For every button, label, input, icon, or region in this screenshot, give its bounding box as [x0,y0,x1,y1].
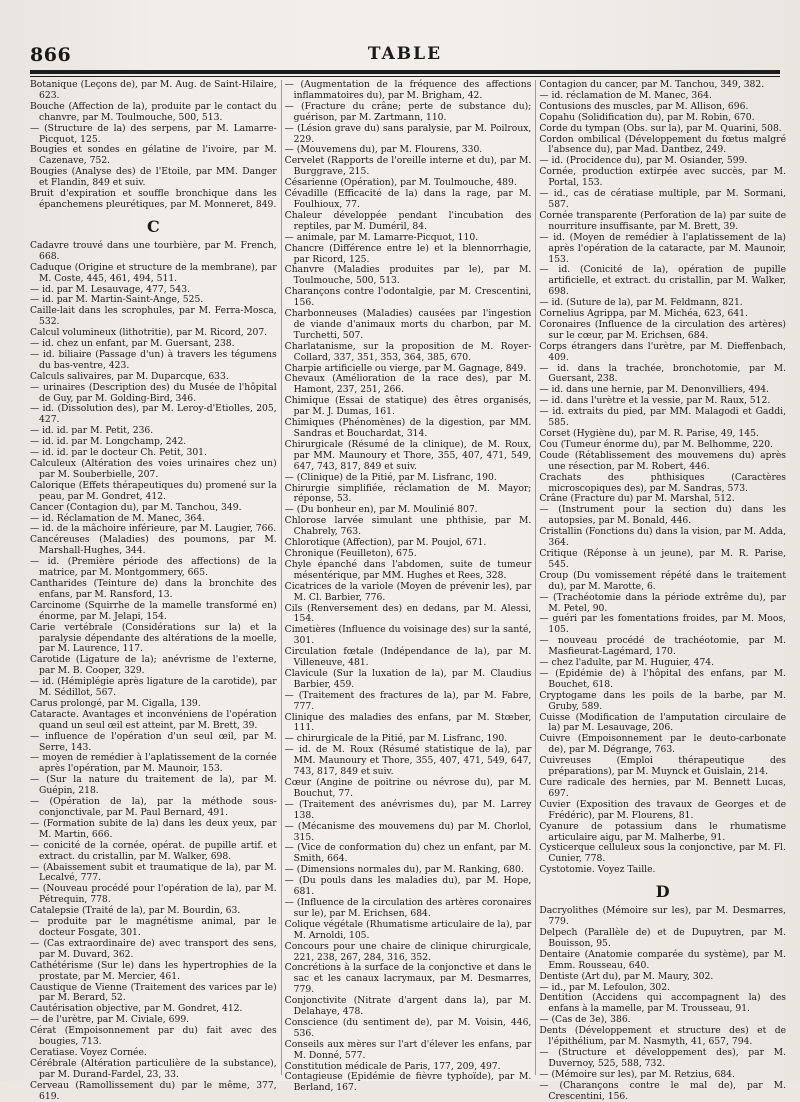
index-entry: Croup (Du vomissement répété dans le traitement du), par M. Marotte, 6. [539,569,787,592]
index-entry: — urinaires (Description des) du Musée de l'hôpital de Guy, par M. Golding-Bird, 346. [30,381,277,404]
index-entry: — chez l'adulte, par M. Huguier, 474. [539,657,715,669]
index-entry: Conseils aux mères sur l'art d'élever les enfans, par M. Donné, 577. [284,1038,532,1061]
index-entry: Calorique (Effets thérapeutiques du) promené sur la peau, par M. Gondret, 412. [30,479,277,502]
index-entry: — id. extraits du pied, par MM. Malagodi et Gaddi, 585. [539,406,787,429]
index-entry: Carcinome (Squirrhe de la mamelle transformé en) énorme, par M. Jelapi, 154. [30,599,277,622]
index-entry: — animale, par M. Lamarre-Picquot, 110. [284,231,479,243]
index-entry: Cautérisation objective, par M. Gondret, 412. [30,1003,243,1015]
index-entry: Cadavre trouvé dans une tourbière, par M. French, 668. [30,239,277,262]
index-entry: — id. dans la trachée, bronchotomie, par M. Guersant, 238. [539,362,787,385]
index-entry: Conjonctivite (Nitrate d'argent dans la), par M. Delahaye, 478. [284,995,532,1018]
index-entry: — id. id. par M. Longchamp, 242. [30,436,187,448]
index-entry: Cyanure de potassium dans le rhumatisme articulaire aigu, par M. Malherbe, 91. [539,820,787,843]
index-entry: Caustique de Vienne (Traitement des varices par le) par M. Berard, 52. [30,981,277,1004]
index-entry: Cimetières (Influence du voisinage des) sur la santé, 301. [284,624,532,647]
index-entry: — (Formation subite de la) dans les deux yeux, par M. Martin, 666. [30,817,277,840]
index-entry: — (Mécanisme des mouvemens du) par M. Chorlol, 315. [284,820,532,843]
index-entry: Ceratiase. Voyez Cornée. [30,1046,147,1058]
index-entry: Chirurgicale (Résumé de la clinique), de M. Roux, par MM. Maunoury et Thore, 355, 407, 471, 549, 647, 743, 817, 849 et suiv. [284,438,532,472]
index-entry: — (Influence de la circulation des artères coronaires sur le), par M. Erichsen, 684. [284,896,532,919]
index-entry: Corps étrangers dans l'urètre, par M. Dieffenbach, 409. [539,340,787,363]
index-entry: Cystotomie. Voyez Taille. [539,864,656,876]
index-column-left [30,79,277,1102]
index-entry: Cataracte. Avantages et inconvéniens de l'opération quand un seul œil est atteint, par M. Brett, 39. [30,708,277,731]
index-entry: — id. (Dissolution des), par M. Leroy-d'Etiolles, 205, 427. [30,403,277,426]
index-entry: Charpie artificielle ou vierge, par M. Gagnage, 849. [284,362,527,374]
index-entry: — id. par M. Martin-Saint-Ange, 525. [30,294,204,306]
index-entry: Cicatrices de la variole (Moyen de prévenir les), par M. Cl. Barbier, 776. [284,580,532,603]
index-entry: — moyen de remédier à l'aplatissement de la cornée après l'opération, par M. Maunoir, 153. [30,752,277,775]
index-entry: Cils (Renversement des) en dedans, par M. Alessi, 154. [284,602,532,625]
index-entry: — id. réclamation de M. Manec, 364. [539,89,712,101]
index-entry: Cérébrale (Altération particulière de la substance), par M. Durand-Fardel, 23, 33. [30,1057,277,1080]
index-entry: Catalepsie (Traité de la), par M. Bourdin, 63. [30,905,241,917]
index-entry: Bruit d'expiration et souffle bronchique dans les épanchemens pleurétiques, par M. Monneret, 849. [30,188,277,210]
index-entry: Cysticerque celluleux sous la conjonctive, par M. Fl. Cunier, 778. [539,842,787,865]
index-entry: Chlorose larvée simulant une phthisie, par M. Chabrely, 763. [284,515,532,538]
index-entry: Caille-lait dans les scrophules, par M. Ferra-Mosca, 532. [30,305,277,328]
index-entry: — (Du pouls dans les maladies du), par M. Hope, 681. [284,875,532,898]
index-entry: — (Instrument pour la section du) dans les autopsies, par M. Bonald, 446. [539,504,787,527]
index-entry: — id. (Première période des affections) de la matrice, par M. Montgommery, 665. [30,556,277,579]
index-entry: — (Cas extraordinaire de) avec transport des sens, par M. Duvard, 362. [30,937,277,960]
index-entry: Dentaire (Anatomie comparée du système), par M. Emm. Rousseau, 640. [539,948,787,971]
index-entry: Calculs salivaires, par M. Duparcque, 633. [30,370,229,382]
index-entry: — (Opération de la), par la méthode sous-conjonctivale, par M. Paul Bernard, 491. [30,796,277,818]
index-entry: — id. (Hémiplégie après ligature de la carotide), par M. Sédillot, 567. [30,676,277,699]
index-entry: Crachats des phthisiques (Caractères microscopiques des), par M. Sandras, 573. [539,471,787,494]
index-entry: Cévadille (Efficacité de la) dans la rage, par M. Foulhioux, 77. [284,188,532,210]
index-entry: — (Traitement des fractures de la), par M. Fabre, 777. [284,689,532,712]
index-entry: Concours pour une chaire de clinique chirurgicale, 221, 238, 267, 284, 316, 352. [284,940,532,963]
index-entry: — chirurgicale de la Pitié, par M. Lisfranc, 190. [284,733,508,745]
index-entry: — id. Réclamation de M. Manec, 364. [30,512,206,524]
index-entry: Cuivreuses (Emploi thérapeutique des préparations), par M. Muynck et Guislain, 214. [539,755,787,778]
index-entry: — id. de M. Roux (Résumé statistique de la), par MM. Maunoury et Thore, 355, 407, 471, 549, 647, 743, 817, 849 et suiv. [284,744,532,778]
index-entry: Coude (Rétablissement des mouvemens du) après une résection, par M. Robert, 446. [539,449,787,472]
index-entry: — (Abaissement subit et traumatique de la), par M. Lecalvé, 777. [30,861,277,884]
index-entry: Cancéreuses (Maladies) des poumons, par M. Marshall-Hughes, 344. [30,534,277,557]
index-entry: — (Trachéotomie dans la période extrême du), par M. Petel, 90. [539,591,787,614]
index-entry: Chanvre (Maladies produites par le), par M. Toulmouche, 500, 513. [284,264,532,287]
index-entry: Cure radicale des hernies, par M. Bennett Lucas, 697. [539,777,787,799]
index-entry: Chyle épanché dans l'abdomen, suite de tumeur mésentérique, par MM. Hughes et Rees, 328. [284,558,532,581]
index-entry: Crâne (Fracture du) par M. Marshal, 512. [539,493,735,505]
index-entry: Coronaires (Influence de la circulation des artères) sur le cœur, par M. Erichsen, 684. [539,318,787,341]
index-entry: Chimique (Essai de statique) des êtres organisés, par M. J. Dumas, 161. [284,395,532,418]
index-entry: — (Nouveau procédé pour l'opération de la), par M. Pétrequin, 778. [30,883,277,906]
index-entry: Cristallin (Fonctions du) dans la vision, par M. Adda, 364. [539,526,787,549]
index-columns [30,79,787,1102]
index-entry: — (Traitement des anévrismes du), par M. Larrey 138. [284,798,532,821]
page-number: 866 [30,44,72,66]
index-entry: Chlorotique (Affection), par M. Poujol, 671. [284,537,487,549]
page-header [30,36,780,72]
index-entry: Chronique (Feuilleton), 675. [284,547,417,559]
index-entry: Cuvier (Exposition des travaux de Georges et de Frédéric), par M. Flourens, 81. [539,798,787,821]
index-entry: — (Lésion grave du) sans paralysie, par M. Poilroux, 229. [284,122,532,145]
index-entry: Cervelet (Rapports de l'oreille interne et du), par M. Burggrave, 215. [284,155,532,178]
index-entry: — id. par M. Lesauvage, 477, 543. [30,283,190,295]
index-entry: Delpech (Parallèle de) et de Dupuytren, par M. Bouisson, 95. [539,926,787,949]
index-entry: Constitution médicale de Paris, 177, 209, 497. [284,1060,501,1072]
index-entry: — (Structure de la) des serpens, par M. Lamarre-Picquot, 125. [30,122,277,145]
index-entry: Carus prolongé, par M. Cigalla, 139. [30,697,201,709]
index-entry: — (Structure et développement des), par M. Duvernoy, 525, 588, 732. [539,1046,787,1069]
index-entry: — (Du bonheur en), par M. Moulinié 807. [284,504,478,516]
index-entry: — id. (Suture de la), par M. Feldmann, 821. [539,297,743,309]
index-entry: Carotide (Ligature de la); anévrisme de l'externe, par M. B. Cooper, 329. [30,654,277,677]
index-entry: Caduque (Origine et structure de la membrane), par M. Coste, 445, 461, 494, 511. [30,261,277,284]
index-entry: — (Epidémie de) à l'hôpital des enfans, par M. Bouchet, 618. [539,667,787,690]
index-entry: — id., cas de cératiase multiple, par M. Sormani, 587. [539,188,787,210]
index-entry: Cathétérisme (Sur le) dans les hypertrophies de la prostate, par M. Mercier, 461. [30,959,277,982]
index-entry: Cornelius Agrippa, par M. Michéa, 623, 641. [539,308,748,320]
index-entry: — conicité de la cornée, opérat. de pupille artif. et extract. du cristallin, par M. Walker, 698. [30,839,277,862]
index-entry: Cœur (Angine de poitrine ou névrose du), par M. Bouchut, 77. [284,777,532,799]
index-entry: Cantharides (Teinture de) dans la bronchite des enfans, par M. Ransford, 13. [30,577,277,600]
section-letter-heading: C [146,216,160,236]
index-entry: Dents (Développement et structure des) et de l'épithélium, par M. Nasmyth, 41, 657, 794. [539,1025,787,1048]
index-entry: Cryptogame dans les poils de la barbe, par M. Gruby, 589. [539,689,787,712]
index-entry: Clinique des maladies des enfans, par M. Stœber, 111. [284,711,532,734]
index-entry: Clavicule (Sur la luxation de la), par M. Claudius Barbier, 459. [284,667,532,690]
index-entry: Chaleur développée pendant l'incubation des reptiles, par M. Duméril, 84. [284,209,532,232]
index-entry: — id. dans l'urètre et la vessie, par M. Raux, 512. [539,395,771,407]
index-entry: Colique végétale (Rhumatisme articulaire de la), par M. Arnoldi, 105. [284,918,532,941]
index-entry: Contagieuse (Epidémie de fièvre typhoïde), par M. Berland, 167. [284,1071,532,1094]
index-entry: Cordon ombilical (Développement du fœtus malgré l'absence du), par Mad. Dantbez, 249. [539,133,787,156]
index-entry: Bouche (Affection de la), produite par le contact du chanvre, par M. Toulmouche, 500, 513. [30,100,277,123]
index-entry: Corset (Hygiène du), par M. R. Parise, 49, 145. [539,428,759,439]
index-entry: Chimiques (Phénomènes) de la digestion, par MM. Sandras et Bouchardat, 314. [284,417,532,439]
index-entry: Cancer (Contagion du), par M. Tanchou, 349. [30,501,242,513]
index-entry: Calculeux (Altération des voies urinaires chez un) par M. Souberbielle, 207. [30,458,277,480]
index-entry: Critique (Réponse à un jeune), par M. R. Parise, 545. [539,547,787,570]
index-entry: Contusions des muscles, par M. Allison, 696. [539,100,749,112]
index-entry: Dacryolithes (Mémoire sur les), par M. Desmarres, 779. [539,905,787,928]
index-entry: Contagion du cancer, par M. Tanchou, 349, 382. [539,79,765,90]
index-entry: Botanique (Leçons de), par M. Aug. de Saint-Hilaire, 623. [30,79,277,101]
index-column-middle [281,79,532,1094]
index-entry: Cerveau (Ramollissement du) par le même, 377, 619. [30,1079,277,1102]
index-entry: — id., par M. Lefoulon, 302. [539,981,671,993]
index-entry: Cou (Tumeur énorme du), par M. Belhomme, 220. [539,438,773,450]
index-entry: Charançons contre l'odontalgie, par M. Crescentini, 156. [284,286,532,309]
index-entry: Chirurgie simplifiée, réclamation de M. Mayor; réponse, 53. [284,482,532,505]
index-entry: — nouveau procédé de trachéotomie, par M. Masfieurat-Lagémard, 170. [539,635,787,658]
index-entry: Dentiste (Art du), par M. Maury, 302. [539,970,714,982]
index-entry: — (Mémoire sur les), par M. Retzius, 684. [539,1068,735,1080]
index-entry: — (Sur la nature du traitement de la), par M. Guépin, 218. [30,774,277,797]
index-entry: — produite par le magnétisme animal, par le docteur Fosgate, 301. [30,916,277,938]
index-entry: — de l'urètre, par M. Civiale, 699. [30,1014,190,1026]
index-entry: Bougies (Analyse des) de l'Etoile, par MM. Danger et Flandin, 849 et suiv. [30,166,277,189]
index-entry: Cornée, production extirpée avec succès, par M. Portal, 153. [539,166,787,189]
index-entry: Corde du tympan (Obs. sur la), par M. Quarini, 508. [539,122,782,134]
index-entry: Charbonneuses (Maladies) causées par l'ingestion de viande d'animaux morts du charbon, par M. Turchetti, 507. [284,308,532,341]
index-entry: Circulation fœtale (Indépendance de la), par M. Villeneuve, 481. [284,646,532,669]
index-entry: — (Cas de 3e), 386. [539,1014,631,1026]
index-entry: Dentition (Accidens qui accompagnent la) des enfans à la mamelle, par M. Trousseau, 91. [539,992,787,1015]
index-entry: Copahu (Solidification du), par M. Robin, 670. [539,111,755,123]
index-entry: — id. id. par M. Petit, 236. [30,425,154,437]
index-entry: — (Augmentation de la fréquence des affections inflammatoires du), par M. Brigham, 42. [284,79,532,101]
index-entry: Calcul volumineux (lithotritie), par M. Ricord, 207. [30,327,268,339]
index-entry: — id. (Procidence du), par M. Osiander, 599. [539,155,748,167]
index-entry: Cornée transparente (Perforation de la) par suite de nourriture insuffisante, par M. Brett, 39. [539,209,787,232]
index-entry: — id. de la mâchoire inférieure, par M. Laugier, 766. [30,523,277,535]
index-entry: Chevaux (Amélioration de la race des), par M. Hamont, 237, 251, 266. [284,373,532,396]
index-entry: — influence de l'opération d'un seul œil, par M. Serre, 143. [30,730,277,753]
index-entry: — (Clinique) de la Pitié, par M. Lisfranc, 190. [284,471,497,483]
index-entry: — id. (Conicité de la), opération de pupille artificielle, et extract. du cristallin, par M. Walker, 698. [539,264,787,298]
index-entry: — (Mouvemens du), par M. Flourens, 330. [284,144,483,156]
index-entry: — guéri par les fomentations froides, par M. Moos, 105. [539,613,787,636]
index-column-right [535,79,787,1102]
index-entry: — (Vice de conformation du) chez un enfant, par M. Smith, 664. [284,842,532,865]
header-rule-thin [30,76,780,77]
index-entry: — id. dans une hernie, par M. Denonvilliers, 494. [539,384,769,396]
index-entry: — (Fracture du crâne; perte de substance du); guérison, par M. Zartmann, 110. [284,100,532,123]
index-entry: Bougies et sondes en gélatine de l'ivoire, par M. Cazenave, 752. [30,144,277,167]
page-title: TABLE [367,44,443,64]
index-entry: — id. (Moyen de remédier à l'aplatissement de la) après l'opération de la cataracte, par M. Maunoir, 153. [539,231,787,265]
index-entry: — id. id. par le docteur Ch. Petit, 301. [30,447,207,459]
index-entry: — (Dimensions normales du), par M. Ranking, 680. [284,864,524,876]
index-entry: Chancre (Différence entre le) et la blennorrhagie, par Ricord, 125. [284,242,532,265]
index-entry: Césarienne (Opération), par M. Toulmouche, 489. [284,177,517,189]
index-entry: Carie vertébrale (Considérations sur la) et la paralysie dépendante des altérations de la moelle, par M. Laurence, 117. [30,621,277,655]
index-entry: Cuivre (Empoisonnement par le deuto-carbonate de), par M. Dégrange, 763. [539,733,787,756]
index-entry: — id. biliaire (Passage d'un) à travers les tégumens du bas-ventre, 423. [30,348,277,371]
section-letter-heading: D [655,882,670,902]
index-entry: Cuisse (Modification de l'amputation circulaire de la) par M. Lesauvage, 206. [539,711,787,734]
header-rule-thick [30,70,780,74]
index-entry: — id. chez un enfant, par M. Guersant, 238. [30,338,235,350]
index-entry: Concrétions à la surface de la conjonctive et dans le sac et les canaux lacrymaux, par M. Desmarres, 779. [284,962,532,996]
index-entry: Cérat (Empoisonnement par du) fait avec des bougies, 713. [30,1025,277,1048]
index-entry: — (Charançons contre le mal de), par M. Crescentini, 156. [539,1079,787,1102]
index-entry: Conscience (du sentiment de), par M. Voisin, 446, 536. [284,1016,532,1039]
index-entry: Charlatanisme, sur la proposition de M. Royer-Collard, 337, 351, 353, 364, 385, 670. [284,340,532,363]
